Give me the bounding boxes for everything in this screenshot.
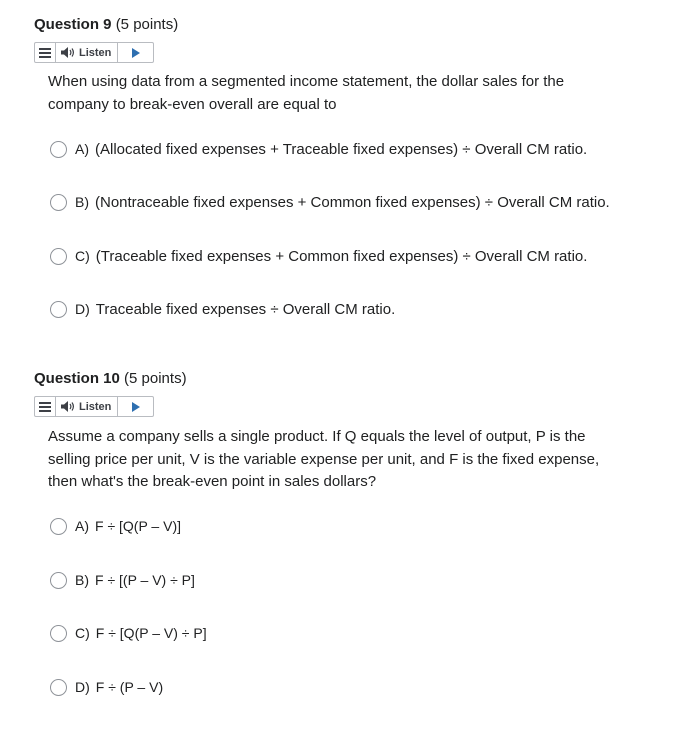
option-letter: C) [75, 625, 90, 641]
play-button[interactable] [118, 397, 153, 416]
option-letter: B) [75, 194, 89, 210]
radio-button[interactable] [50, 572, 67, 589]
listen-toolbar [34, 396, 154, 417]
option-c[interactable] [50, 621, 207, 645]
listen-label: Listen [79, 46, 112, 59]
menu-icon[interactable] [35, 397, 56, 416]
option-letter: B) [75, 572, 89, 588]
option-text: Traceable fixed expenses ÷ Overall CM ratio. [95, 300, 396, 318]
option-text: (Nontraceable fixed expenses + Common fixed expenses) ÷ Overall CM ratio. [95, 193, 610, 211]
option-b[interactable] [50, 568, 195, 592]
option-letter: D) [75, 679, 90, 695]
listen-label: Listen [79, 400, 112, 413]
option-d[interactable] [50, 297, 395, 321]
play-icon [132, 48, 140, 58]
option-letter: A) [75, 141, 89, 157]
listen-button[interactable] [56, 43, 118, 62]
option-text: (Allocated fixed expenses + Traceable fixed expenses) ÷ Overall CM ratio. [95, 140, 588, 158]
option-a[interactable] [50, 514, 181, 538]
question-number: Question 10 [34, 370, 120, 387]
option-letter: A) [75, 518, 89, 534]
listen-button[interactable] [56, 397, 118, 416]
question-title [34, 16, 178, 33]
option-text: F ÷ [(P – V) ÷ P] [95, 572, 195, 588]
play-button[interactable] [118, 43, 153, 62]
question-text: Assume a company sells a single product. If Q equals the level of output, P is the selling price per unit, V is the variable expense per unit, and F is the fixed expense, then what's the break-even point in sales dollars? [48, 428, 600, 490]
question-points: (5 points) [124, 370, 187, 387]
speaker-icon [61, 47, 76, 58]
option-text: F ÷ (P – V) [95, 679, 164, 695]
option-c[interactable] [50, 244, 587, 268]
question-points: (5 points) [115, 16, 179, 33]
radio-button[interactable] [50, 301, 67, 318]
option-letter: C) [75, 248, 90, 264]
option-text: F ÷ [Q(P – V) ÷ P] [95, 625, 207, 641]
radio-button[interactable] [50, 194, 67, 211]
option-letter: D) [75, 301, 90, 317]
question-number: Question 9 [34, 16, 112, 33]
option-b[interactable] [50, 190, 610, 214]
play-icon [132, 402, 140, 412]
speaker-icon [61, 401, 76, 412]
question-text: When using data from a segmented income statement, the dollar sales for the company to break-even overall are equal to [48, 73, 565, 113]
menu-icon[interactable] [35, 43, 56, 62]
option-d[interactable] [50, 675, 163, 699]
radio-button[interactable] [50, 248, 67, 265]
option-text: (Traceable fixed expenses + Common fixed expenses) ÷ Overall CM ratio. [95, 247, 588, 265]
listen-toolbar [34, 42, 154, 63]
radio-button[interactable] [50, 141, 67, 158]
radio-button[interactable] [50, 518, 67, 535]
question-title [34, 370, 187, 387]
radio-button[interactable] [50, 679, 67, 696]
radio-button[interactable] [50, 625, 67, 642]
option-text: F ÷ [Q(P – V)] [95, 518, 181, 534]
option-a[interactable] [50, 137, 587, 161]
